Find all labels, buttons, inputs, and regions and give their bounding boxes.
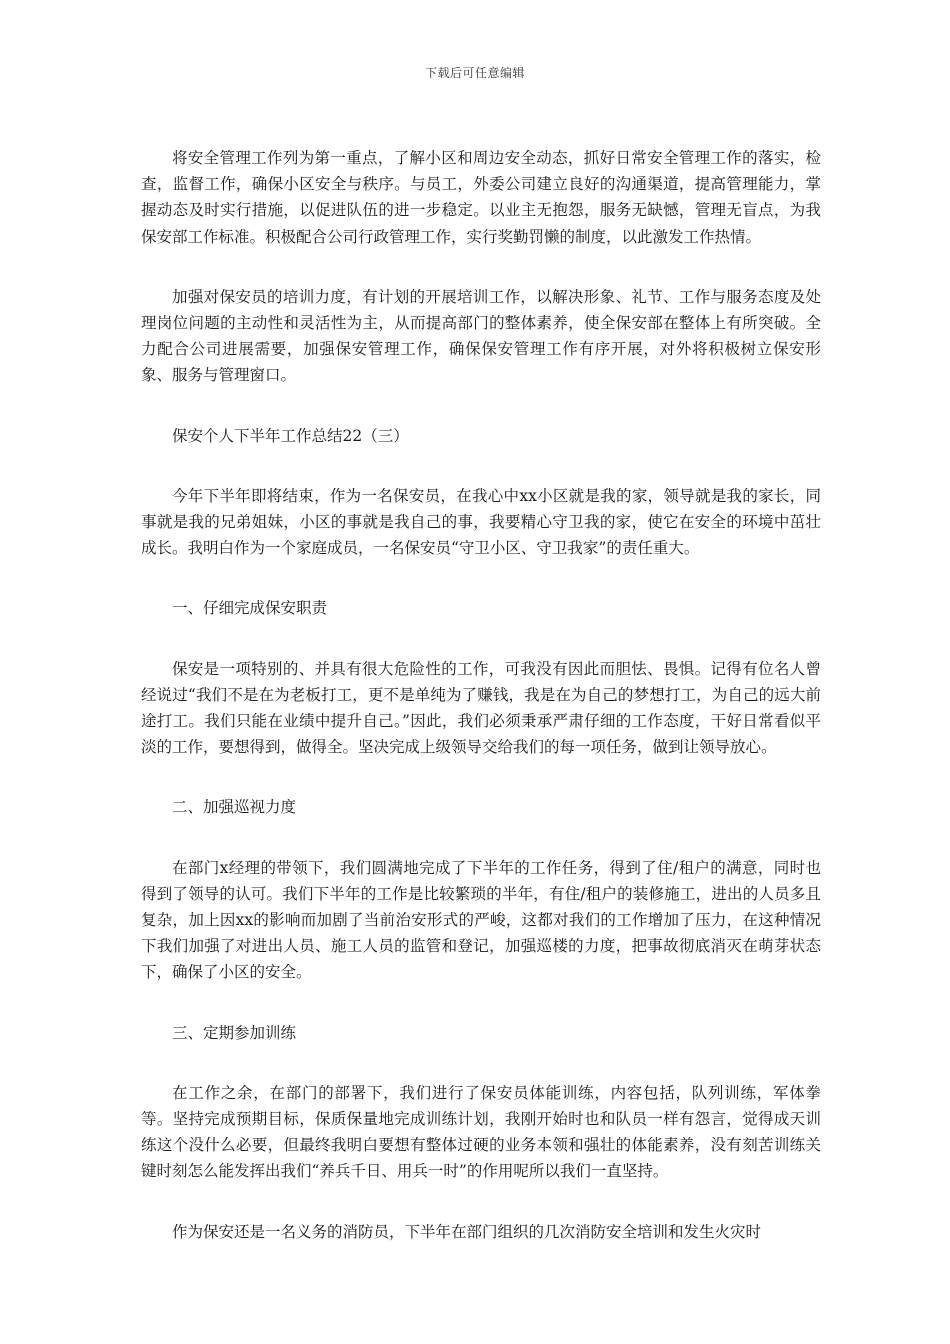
subheading-patrol: 二、加强巡视力度 (172, 798, 297, 817)
paragraph-patrol: 在部门x经理的带领下，我们圆满地完成了下半年的工作任务，得到了住/租户的满意，同时也得到了领导的认可。我们下半年的工作是比较繁琐的半年，有住/租户的装修施工，进出的人员多且复杂，加上因xx的影响而加剧了当前治安形式的严峻，这都对我们的工作增加了压力，在这种情况下我们加强了对进出人员、施工人员的监管和登记，加强巡楼的力度，把事故彻底消灭在萌芽状态下，确保了小区的安全。 (141, 858, 821, 982)
section-title: 保安个人下半年工作总结22（三） (172, 426, 409, 445)
document-body (141, 145, 821, 1279)
page-header: 下载后可任意编辑 (424, 66, 525, 80)
paragraph-intro: 今年下半年即将结束，作为一名保安员，在我心中xx小区就是我的家，领导就是我的家长，同事就是我的兄弟姐妹，小区的事就是我自己的事，我要精心守卫我的家，使它在安全的环境中茁壮成长。我明白作为一个家庭成员，一名保安员“守卫小区、守卫我家”的责任重大。 (141, 486, 821, 558)
paragraph-training: 加强对保安员的培训力度，有计划的开展培训工作，以解决形象、礼节、工作与服务态度及处理岗位问题的主动性和灵活性为主，从而提高部门的整体素养，使全保安部在整体上有所突破。全力配合公司进展需要，加强保安管理工作，确保保安管理工作有序开展，对外将积极树立保安形象、服务与管理窗口。 (141, 287, 821, 385)
subheading-drills: 三、定期参加训练 (172, 1023, 297, 1042)
subheading-duties: 一、仔细完成保安职责 (172, 599, 328, 618)
paragraph-duties: 保安是一项特别的、并具有很大危险性的工作，可我没有因此而胆怯、畏惧。记得有位名人曾经说过“我们不是在为老板打工，更不是单纯为了赚钱，我是在为自己的梦想打工，为自己的远大前途打工。我们只能在业绩中提升自己。”因此，我们必须秉承严肃仔细的工作态度，干好日常看似平淡的工作，要想得到，做得全。坚决完成上级领导交给我们的每一项任务，做到让领导放心。 (141, 659, 821, 757)
paragraph-drills: 在工作之余，在部门的部署下，我们进行了保安员体能训练，内容包括，队列训练，军体拳等。坚持完成预期目标，保质保量地完成训练计划，我刚开始时也和队员一样有怨言，觉得成天训练这个没什么必要，但最终我明白要想有整体过硬的业务本领和强壮的体能素养，没有刻苦训练关键时刻怎么能发挥出我们“养兵千日、用兵一时”的作用呢所以我们一直坚持。 (141, 1083, 821, 1181)
paragraph-safety-management: 将安全管理工作列为第一重点，了解小区和周边安全动态，抓好日常安全管理工作的落实，检查，监督工作，确保小区安全与秩序。与员工，外委公司建立良好的沟通渠道，提高管理能力，掌握动态及时实行措施，以促进队伍的进一步稳定。以业主无抱怨，服务无缺憾，管理无盲点，为我保安部工作标准。积极配合公司行政管理工作，实行奖勤罚懒的制度，以此激发工作热情。 (141, 149, 821, 246)
paragraph-fire-safety: 作为保安还是一名义务的消防员，下半年在部门组织的几次消防安全培训和发生火灾时 (172, 1222, 762, 1241)
